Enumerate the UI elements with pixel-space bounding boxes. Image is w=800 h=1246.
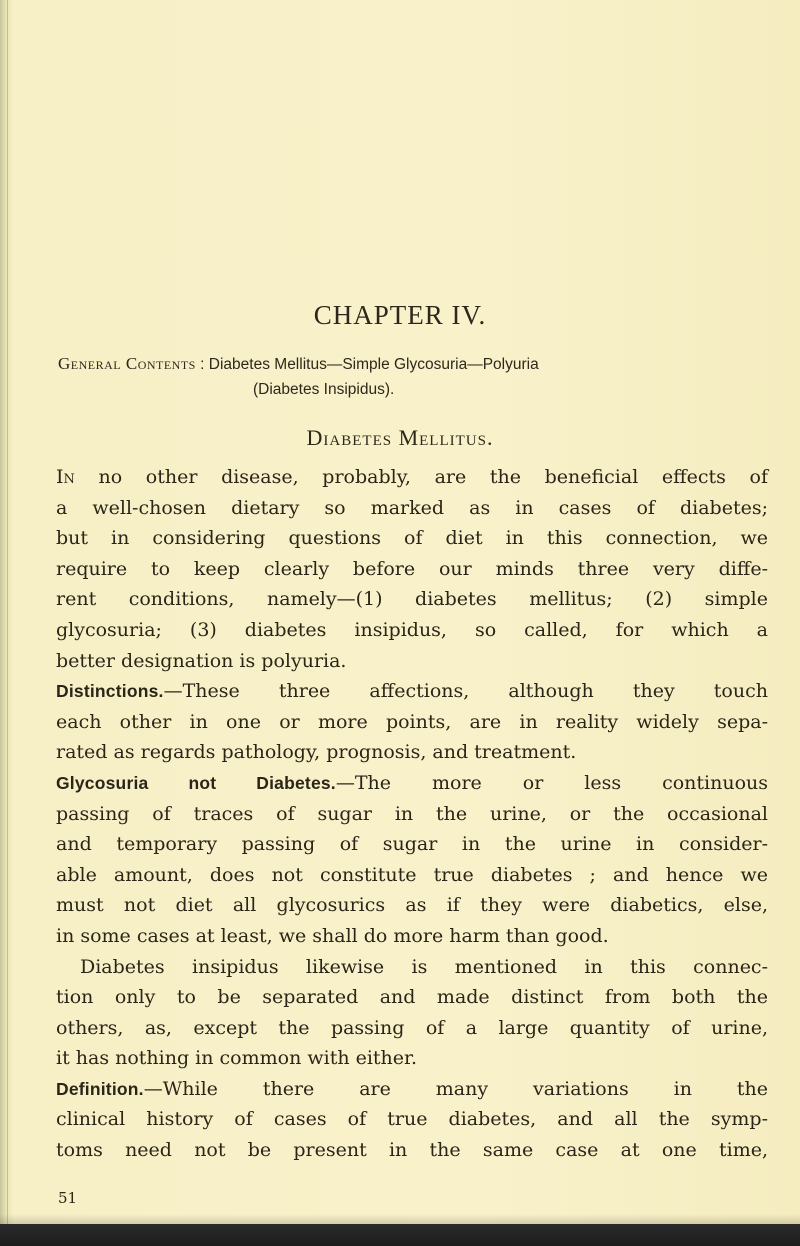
contents-label: General Contents xyxy=(58,354,196,373)
body-text xyxy=(56,462,768,1166)
text-line: rent conditions, namely—(1) diabetes mellitus; (2) simple xyxy=(56,588,768,611)
page-number: 51 xyxy=(58,1189,78,1207)
contents-line-2: (Diabetes Insipidus). xyxy=(253,381,395,398)
text-line: better designation is polyuria. xyxy=(56,649,347,672)
text-line: must not diet all glycosurics as if they were diabetics, else, xyxy=(56,894,768,917)
chapter-title: CHAPTER IV. xyxy=(313,300,487,330)
text-line: tion only to be separated and made distinct from both the xyxy=(56,986,768,1009)
text-fragment: —While there are many variations in the xyxy=(143,1077,768,1100)
text-line xyxy=(56,768,768,799)
text-fragment: no other disease, probably, are the beneficial effects of xyxy=(74,466,768,488)
text-fragment: —These three affections, although they touch xyxy=(163,680,768,703)
text-line xyxy=(56,462,768,493)
contents-topics: Diabetes Mellitus—Simple Glycosuria—Polyuria xyxy=(208,356,539,373)
runin-heading-distinctions: Distinctions. xyxy=(56,681,164,702)
text-line: able amount, does not constitute true diabetes ; and hence we xyxy=(56,863,768,886)
page-gutter-shadow xyxy=(7,0,8,1246)
section-heading: Diabetes Mellitus. xyxy=(306,425,494,450)
text-line xyxy=(56,1074,768,1105)
text-line: and temporary passing of sugar in the urine in consider- xyxy=(56,833,768,856)
runin-heading-glycosuria: Glycosuria not Diabetes. xyxy=(56,772,336,793)
contents-line-1 xyxy=(58,351,758,377)
text-line: rated as regards pathology, prognosis, and treatment. xyxy=(56,741,577,764)
text-line: toms need not be present in the same case at one time, xyxy=(56,1139,768,1162)
text-line: each other in one or more points, are in reality widely sepa- xyxy=(56,710,768,733)
runin-heading-definition: Definition. xyxy=(56,1078,144,1099)
text-line: require to keep clearly before our minds three very diffe- xyxy=(56,557,768,580)
text-line: but in considering questions of diet in this connection, we xyxy=(56,527,768,550)
page-bottom-shadow xyxy=(0,1214,800,1224)
scan-bottom-edge xyxy=(0,1224,800,1246)
text-line xyxy=(56,676,768,707)
text-line: it has nothing in common with either. xyxy=(56,1047,418,1070)
general-contents xyxy=(58,351,758,402)
text-line: in some cases at least, we shall do more harm than good. xyxy=(56,924,609,947)
text-line: passing of traces of sugar in the urine, or the occasional xyxy=(56,802,768,825)
text-line: a well-chosen dietary so marked as in cases of diabetes; xyxy=(56,496,768,519)
text-line: glycosuria; (3) diabetes insipidus, so called, for which a xyxy=(56,618,768,641)
contents-separator: : xyxy=(200,356,205,373)
text-fragment: —The more or less continuous xyxy=(335,771,768,794)
text-line: clinical history of cases of true diabetes, and all the symp- xyxy=(56,1108,768,1131)
text-line: Diabetes insipidus likewise is mentioned in this connec- xyxy=(80,955,768,978)
drop-word: In xyxy=(56,466,75,488)
text-line: others, as, except the passing of a large quantity of urine, xyxy=(56,1016,768,1039)
